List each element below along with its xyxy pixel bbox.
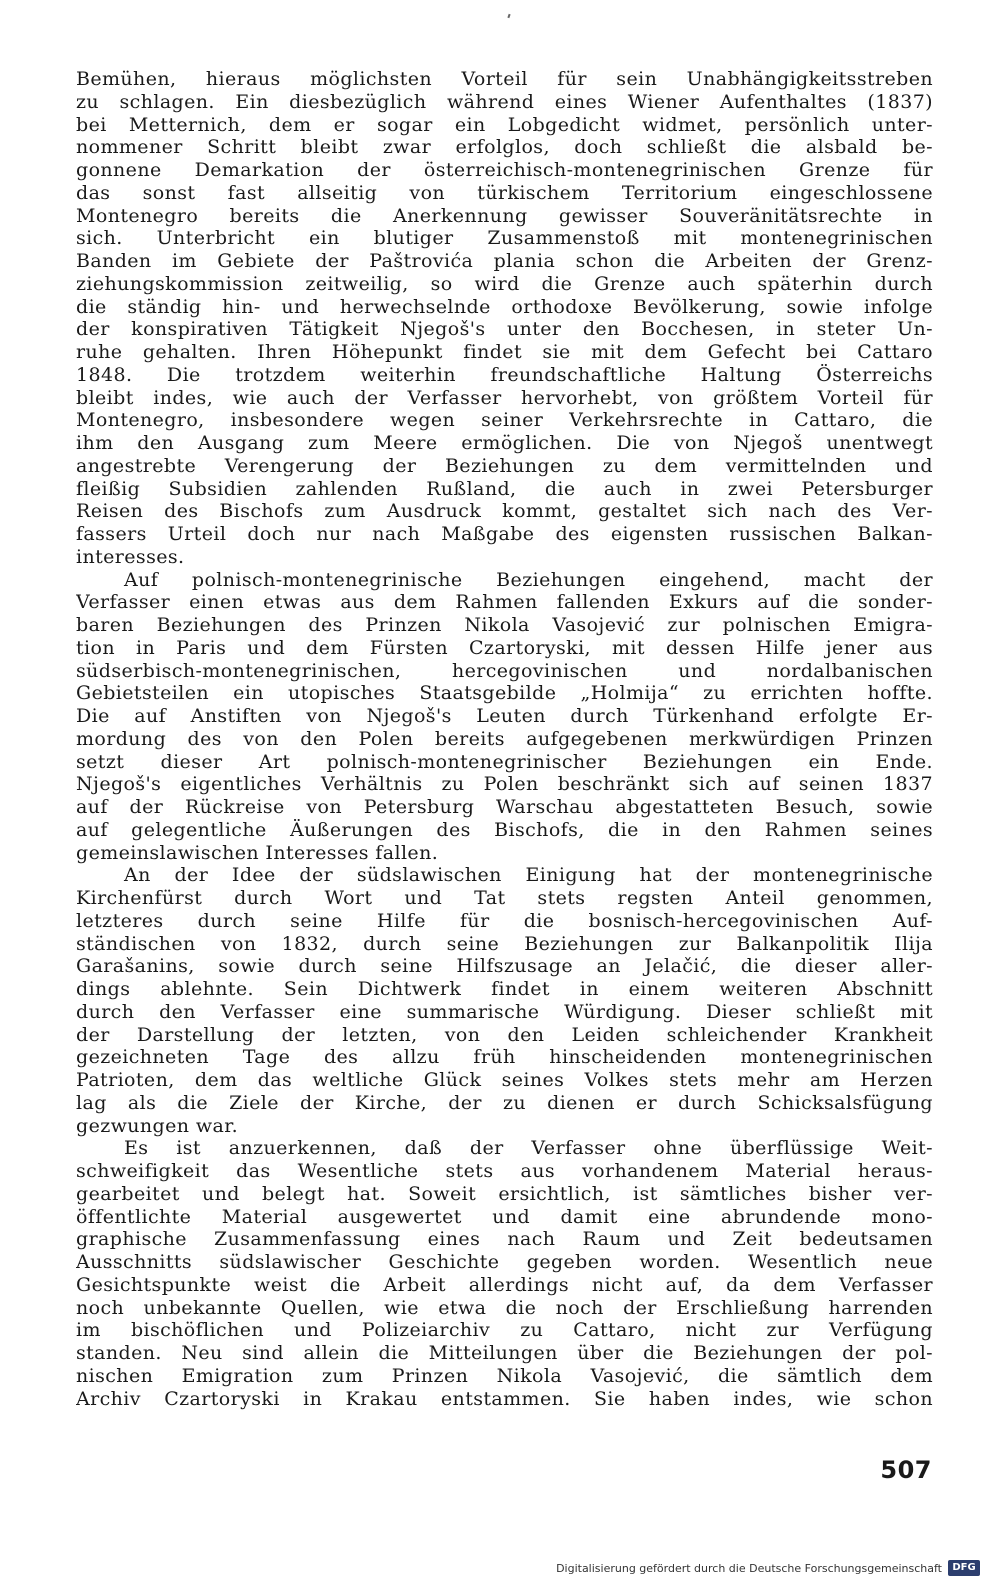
text-line: der konspirativen Tätigkeit Njegoš's unter den Bocchesen, in steter Un- [76,318,933,341]
digitization-credit: Digitalisierung gefördert durch die Deutsche Forschungsgemeinschaft [556,1562,942,1575]
scan-mark [507,14,510,18]
text-line: gemeinslawischen Interesses fallen. [76,841,439,864]
text-line: bleibt indes, wie auch der Verfasser hervorhebt, von größtem Vorteil für [76,386,933,409]
text-line: letzteres durch seine Hilfe für die bosnisch-hercegovinischen Auf- [76,909,933,932]
text-line: die ständig hin- und herwechselnde orthodoxe Bevölkerung, sowie infolge [76,295,933,318]
paragraph-2 [76,569,933,865]
text-line: das sonst fast allseitig von türkischem Territorium eingeschlossene [76,181,933,204]
text-line: interesses. [76,545,185,568]
text-line: Reisen des Bischofs zum Ausdruck kommt, gestaltet sich nach des Ver- [76,500,933,523]
text-line: setzt dieser Art polnisch-montenegrinischer Beziehungen ein Ende. [76,750,933,773]
text-line: Njegoš's eigentliches Verhältnis zu Polen beschränkt sich auf seinen 1837 [76,773,933,796]
text-line: Gesichtspunkte weist die Arbeit allerdings nicht auf, da dem Verfasser [76,1273,933,1296]
text-line: noch unbekannte Quellen, wie etwa die noch der Erschließung harrenden [76,1296,933,1319]
text-line: sich. Unterbricht ein blutiger Zusammenstoß mit montenegrinischen [76,227,933,250]
text-line: Archiv Czartoryski in Krakau entstammen. Sie haben indes, wie schon [76,1387,933,1410]
text-line: standen. Neu sind allein die Mitteilungen über die Beziehungen der pol- [76,1342,933,1364]
text-line: gonnene Demarkation der österreichisch-montenegrinischen Grenze für [76,159,933,181]
text-line: Montenegro, insbesondere wegen seiner Verkehrsrechte in Cattaro, die [76,409,933,432]
text-line: nommener Schritt bleibt zwar erfolglos, doch schließt die alsbald be- [76,136,933,159]
paragraph-1 [76,68,933,569]
page-number: 507 [880,1456,932,1484]
text-line: schweifigkeit das Wesentliche stets aus vorhandenem Material heraus- [76,1160,933,1182]
text-line: gearbeitet und belegt hat. Soweit ersichtlich, ist sämtliches bisher ver- [76,1182,933,1205]
text-line: ruhe gehalten. Ihren Höhepunkt findet sie mit dem Gefecht bei Cattaro [76,341,933,363]
text-line: Banden im Gebiete der Paštrovića plania schon die Arbeiten der Grenz- [76,250,933,272]
paragraph-3 [76,864,933,1137]
text-line: der Darstellung der letzten, von den Leiden schleichender Krankheit [76,1023,933,1046]
text-line: angestrebte Verengerung der Beziehungen zu dem vermittelnden und [76,454,933,477]
text-line: mordung des von den Polen bereits aufgegebenen merkwürdigen Prinzen [76,727,933,750]
text-line: Patrioten, dem das weltliche Glück seines Volkes stets mehr am Herzen [76,1069,933,1091]
paragraph-4 [76,1137,933,1410]
text-line: auf gelegentliche Äußerungen des Bischofs, die in den Rahmen seines [76,818,933,841]
text-line: Bemühen, hieraus möglichsten Vorteil für sein Unabhängigkeitsstreben [76,68,933,90]
text-line: öffentlichte Material ausgewertet und damit eine abrundende mono- [76,1205,933,1228]
text-line: 1848. Die trotzdem weiterhin freundschaftliche Haltung Österreichs [76,363,933,386]
body-text [76,68,933,1410]
text-line: auf der Rückreise von Petersburg Warschau abgestatteten Besuch, sowie [76,796,933,818]
text-line: ziehungskommission zeitweilig, so wird die Grenze auch späterhin durch [76,272,933,295]
text-line: im bischöflichen und Polizeiarchiv zu Cattaro, nicht zur Verfügung [76,1319,933,1342]
text-line: Ausschnitts südslawischer Geschichte gegeben worden. Wesentlich neue [76,1251,933,1273]
text-line: ständischen von 1832, durch seine Beziehungen zur Balkanpolitik Ilija [76,932,933,955]
text-line: ihm den Ausgang zum Meere ermöglichen. Die von Njegoš unentwegt [76,432,933,454]
text-line: durch den Verfasser eine summarische Würdigung. Dieser schließt mit [76,1000,933,1023]
text-line: nischen Emigration zum Prinzen Nikola Vasojević, die sämtlich dem [76,1364,933,1387]
text-line: graphische Zusammenfassung eines nach Raum und Zeit bedeutsamen [76,1228,933,1251]
text-line: Es ist anzuerkennen, daß der Verfasser ohne überflüssige Weit- [124,1137,933,1160]
text-line: tion in Paris und dem Fürsten Czartoryski, mit dessen Hilfe jener aus [76,636,933,659]
text-line: Verfasser einen etwas aus dem Rahmen fallenden Exkurs auf die sonder- [76,591,933,614]
text-line: gezeichneten Tage des allzu früh hinscheidenden montenegrinischen [76,1046,933,1069]
text-line: fleißig Subsidien zahlenden Rußland, die auch in zwei Petersburger [76,477,933,500]
text-line: Auf polnisch-montenegrinische Beziehungen eingehend, macht der [124,568,933,591]
text-line: zu schlagen. Ein diesbezüglich während eines Wiener Aufenthaltes (1837) [76,90,933,113]
text-line: Die auf Anstiften von Njegoš's Leuten durch Türkenhand erfolgte Er- [76,705,933,727]
text-line: fassers Urteil doch nur nach Maßgabe des eigensten russischen Balkan- [76,523,933,545]
text-line: Montenegro bereits die Anerkennung gewisser Souveränitätsrechte in [76,204,933,227]
text-line: gezwungen war. [76,1114,239,1137]
text-line: südserbisch-montenegrinischen, hercegovinischen und nordalbanischen [76,659,933,682]
text-line: bei Metternich, dem er sogar ein Lobgedicht widmet, persönlich unter- [76,113,933,136]
text-line: Gebietsteilen ein utopisches Staatsgebilde „Holmija“ zu errichten hoffte. [76,682,933,705]
text-line: dings ablehnte. Sein Dichtwerk findet in einem weiteren Abschnitt [76,978,933,1000]
text-line: Garašanins, sowie durch seine Hilfszusage an Jelačić, die dieser aller- [76,955,933,978]
text-line: An der Idee der südslawischen Einigung hat der montenegrinische [124,864,933,887]
text-line: Kirchenfürst durch Wort und Tat stets regsten Anteil genommen, [76,887,933,909]
dfg-logo-icon: DFG [948,1560,980,1576]
text-line: lag als die Ziele der Kirche, der zu dienen er durch Schicksalsfügung [76,1091,933,1114]
text-line: baren Beziehungen des Prinzen Nikola Vasojević zur polnischen Emigra- [76,614,933,636]
